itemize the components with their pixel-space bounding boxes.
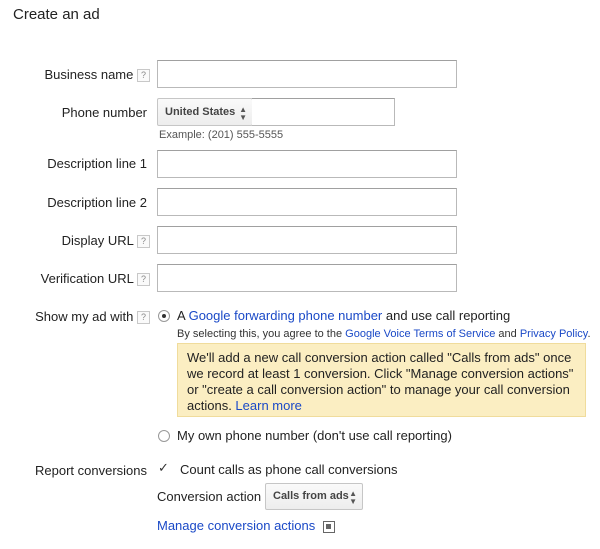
google-forwarding-radio[interactable]	[158, 310, 170, 322]
verification-url-label: Verification URL ?	[0, 271, 150, 286]
display-url-label: Display URL ?	[0, 233, 150, 248]
phone-number-label: Phone number	[61, 105, 147, 120]
verification-url-input[interactable]	[157, 264, 457, 292]
voice-terms-link[interactable]: Google Voice Terms of Service	[345, 328, 496, 340]
description-line-1-label: Description line 1	[47, 156, 147, 171]
learn-more-link[interactable]: Learn more	[235, 398, 302, 413]
help-icon[interactable]: ?	[137, 273, 150, 286]
description-line-1-input[interactable]	[157, 150, 457, 178]
business-name-input[interactable]	[157, 60, 457, 88]
terms-text: By selecting this, you agree to the Google Voice Terms of Service and Privacy Policy.	[177, 328, 591, 340]
select-arrows-icon: ▲ ▼	[349, 489, 357, 506]
conversion-action-select[interactable]: Calls from ads ▲ ▼	[265, 483, 363, 510]
manage-conversion-actions-link[interactable]: Manage conversion actions	[157, 518, 316, 533]
country-select[interactable]: United States ▲ ▼	[157, 98, 253, 126]
external-link-icon	[323, 521, 335, 533]
page-title: Create an ad	[13, 6, 100, 23]
conversion-action-label: Conversion action	[157, 489, 262, 504]
business-name-label: Business name ?	[0, 67, 150, 82]
privacy-policy-link[interactable]: Privacy Policy	[519, 328, 588, 340]
report-conversions-label: Report conversions	[35, 463, 147, 478]
count-calls-label: Count calls as phone call conversions	[180, 462, 398, 477]
help-icon[interactable]: ?	[137, 235, 150, 248]
checkmark-icon[interactable]: ✓	[158, 460, 169, 475]
google-forwarding-link[interactable]: Google forwarding phone number	[188, 308, 383, 323]
phone-number-input[interactable]	[252, 98, 395, 126]
description-line-2-input[interactable]	[157, 188, 457, 216]
select-arrows-icon: ▲ ▼	[239, 105, 247, 122]
own-phone-radio[interactable]	[158, 430, 170, 442]
help-icon[interactable]: ?	[137, 69, 150, 82]
google-forwarding-option: A Google forwarding phone number and use call reporting	[177, 308, 511, 323]
help-icon[interactable]: ?	[137, 311, 150, 324]
show-ad-with-label: Show my ad with ?	[0, 309, 150, 324]
manage-conversion-actions[interactable]	[157, 518, 335, 533]
call-conversion-note: We'll add a new call conversion action called "Calls from ads" once we record at least 1 conversion. Click "Manage conversion actions" or "create a call conversion action" to manage your call conversion actions. Learn more	[177, 343, 586, 417]
own-phone-option: My own phone number (don't use call reporting)	[177, 428, 452, 443]
display-url-input[interactable]	[157, 226, 457, 254]
phone-example: Example: (201) 555-5555	[159, 129, 284, 141]
description-line-2-label: Description line 2	[47, 195, 147, 210]
